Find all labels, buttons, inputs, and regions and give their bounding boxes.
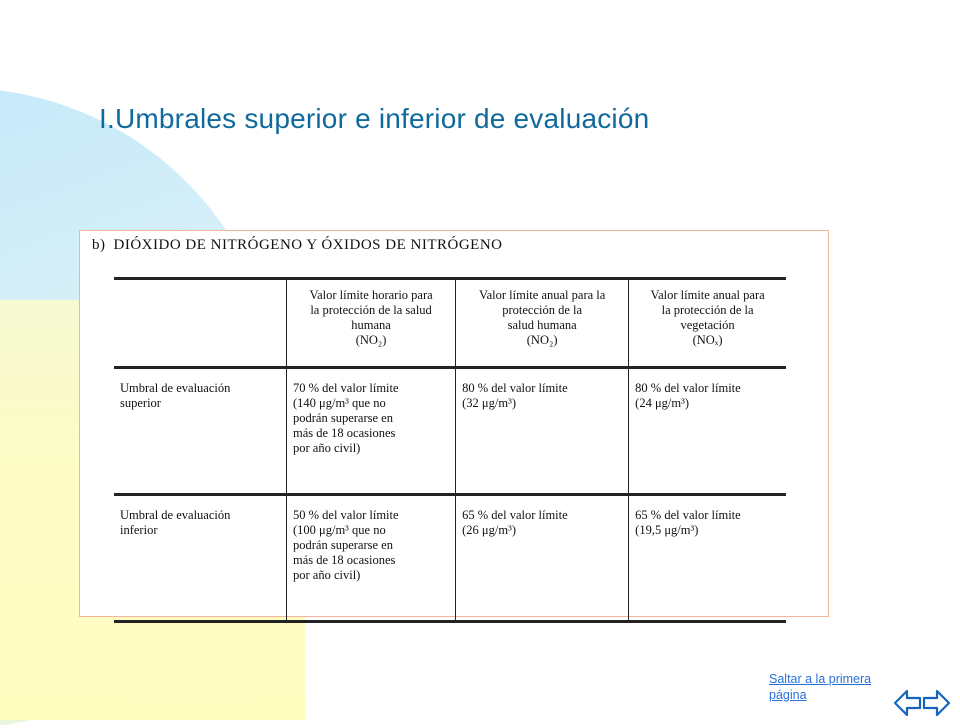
left-right-arrows-icon[interactable]	[893, 688, 951, 718]
arrow-right-icon	[924, 691, 949, 715]
row-label-lower: Umbral de evaluación inferior	[114, 495, 287, 622]
section-heading	[92, 237, 503, 254]
slide-title: I.Umbrales superior e inferior de evaluación	[99, 103, 650, 134]
section-title: DIÓXIDO DE NITRÓGENO Y ÓXIDOS DE NITRÓGENO	[113, 237, 503, 253]
jump-to-first-page-link[interactable]: Saltar a la primera página	[769, 672, 872, 702]
header-cell-hourly-health: Valor límite horario para la protección de la salud humana (NO₂)	[287, 279, 456, 368]
threshold-table	[114, 277, 786, 623]
scanned-table-image	[79, 230, 829, 617]
table-cell: 65 % del valor límite (26 μg/m³)	[456, 495, 629, 622]
section-letter: b)	[92, 237, 106, 253]
table-cell: 80 % del valor límite (24 μg/m³)	[629, 368, 786, 495]
arrow-left-icon	[895, 691, 920, 715]
table-cell: 65 % del valor límite (19,5 μg/m³)	[629, 495, 786, 622]
table-cell: 80 % del valor límite (32 μg/m³)	[456, 368, 629, 495]
table-cell: 70 % del valor límite (140 μg/m³ que no podrán superarse en más de 18 ocasiones por año civil)	[287, 368, 456, 495]
table-row	[114, 368, 786, 495]
header-cell-annual-health: Valor límite anual para la protección de la salud humana (NO₂)	[456, 279, 629, 368]
header-cell-annual-vegetation: Valor límite anual para la protección de la vegetación (NOₓ)	[629, 279, 786, 368]
row-label-upper: Umbral de evaluación superior	[114, 368, 287, 495]
table-header-row	[114, 279, 786, 368]
header-cell-empty	[114, 279, 287, 368]
table-row	[114, 495, 786, 622]
table-cell: 50 % del valor límite (100 μg/m³ que no podrán superarse en más de 18 ocasiones por año civil)	[287, 495, 456, 622]
